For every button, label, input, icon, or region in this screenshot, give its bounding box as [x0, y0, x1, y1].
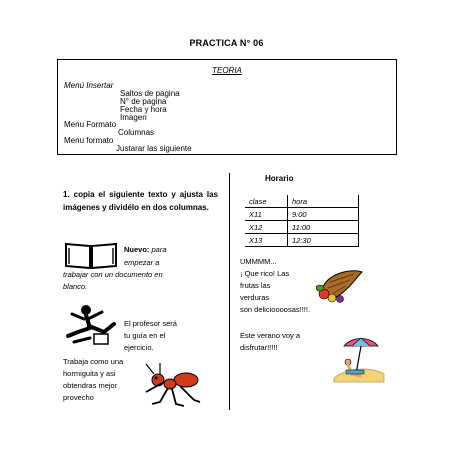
book-icon: [64, 240, 118, 270]
nuevo-rest: para: [151, 245, 167, 254]
cell-hora: 9:00: [288, 208, 359, 221]
item-saltos: Saltos de pagina: [120, 89, 180, 98]
item-columnas: Columnas: [118, 128, 155, 137]
trabajar-line: trabajar con un documento en: [63, 270, 163, 279]
empezar-line: empezar a: [124, 258, 160, 267]
beach-umbrella-icon: [326, 334, 386, 384]
ummm-line-4: verduras: [240, 293, 270, 302]
cell-clase: X13: [245, 234, 288, 247]
column-divider: [229, 173, 230, 410]
item-numero-pagina: N° de pagina: [120, 97, 167, 106]
profesor-line-3: ejercicio.: [124, 343, 154, 352]
hormiga-line-2: hormiguita y asi: [63, 369, 116, 378]
header-clase: clase: [245, 195, 288, 208]
menu-insertar: Menú Insertar: [64, 81, 114, 90]
cell-hora: 11:00: [288, 221, 359, 234]
teoria-heading: TEORIA: [212, 66, 242, 75]
cell-clase: X12: [245, 221, 288, 234]
header-hora: hora: [288, 195, 359, 208]
nuevo-line: [124, 244, 167, 256]
dancer-icon: [64, 302, 118, 348]
horario-title: Horario: [265, 174, 294, 183]
ummm-line-2: ¡ Que rico! Las: [240, 269, 290, 278]
verano-line-1: Este verano voy a: [240, 331, 301, 340]
table-row: [245, 234, 359, 247]
ummm-line-5: son delicioooosas!!!!.: [240, 305, 311, 314]
profesor-line-1: El profesor será: [124, 319, 177, 328]
menu-formato: Menu Formato: [64, 120, 117, 129]
cornucopia-icon: [316, 264, 366, 304]
hormiga-line-3: obtendras mejor: [63, 381, 118, 390]
nuevo-bold: Nuevo:: [124, 245, 150, 254]
profesor-line-2: tu guía en el: [124, 331, 166, 340]
item-imagen: Imagen: [120, 113, 147, 122]
table-row: [245, 221, 359, 234]
hormiga-line-4: provecho: [63, 393, 94, 402]
verano-line-2: disfrutar!!!!!: [240, 343, 278, 352]
ummm-line-3: frutas las: [240, 281, 271, 290]
blanco-line: blanco.: [63, 282, 88, 291]
item-fecha-hora: Fecha y hora: [120, 105, 167, 114]
horario-table: [245, 195, 359, 247]
page-title: PRACTICA N° 06: [189, 38, 264, 48]
cell-clase: X11: [245, 208, 288, 221]
item-justarar: Justarar las siguiente: [116, 144, 192, 153]
instruction-text: 1. copia el siguiente texto y ajusta las imágenes y dividélo en dos columnas.: [63, 190, 218, 212]
cell-hora: 12:30: [288, 234, 359, 247]
ant-icon: [138, 360, 208, 410]
table-row: [245, 208, 359, 221]
hormiga-line-1: Trabaja como una: [63, 357, 124, 366]
menu-formato-2: Menu formato: [64, 136, 114, 145]
table-header-row: [245, 195, 359, 208]
ummm-line-1: UMMMM...: [240, 257, 277, 266]
